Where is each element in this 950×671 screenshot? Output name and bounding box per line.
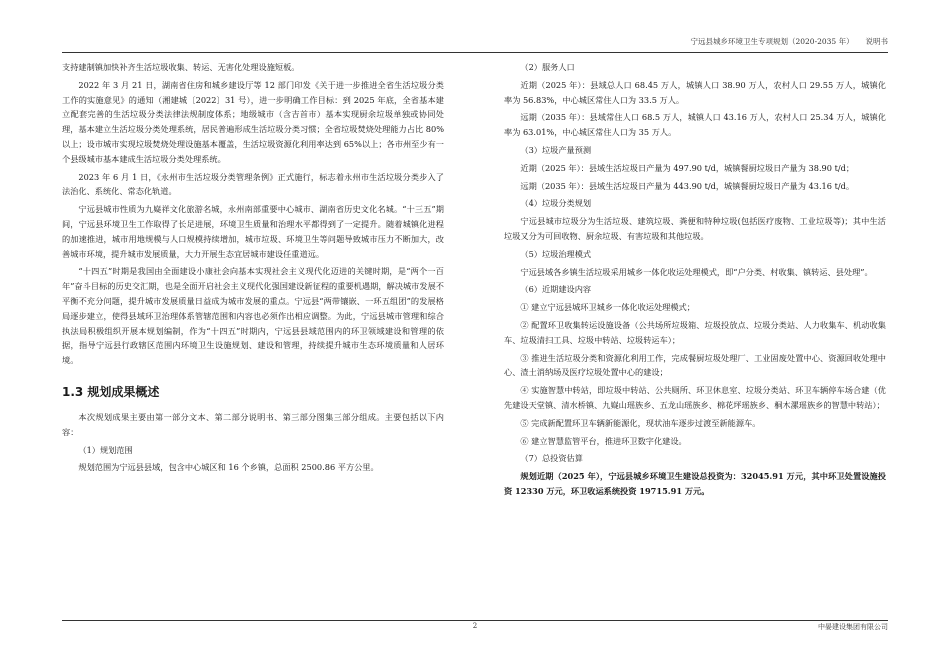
paragraph: 宁远县城市垃圾分为生活垃圾、建筑垃圾、粪便和特种垃圾(包括医疗废物、工业垃圾等)；其中生活垃圾又分为可回收物、厨余垃圾、有害垃圾和其他垃圾。 [504,216,886,241]
subheading: （1）规划范围 [78,444,133,455]
page-number: 2 [472,622,478,630]
list-item: ③ 推进生活垃圾分类和资源化利用工作，完成餐厨垃圾处理厂、工业固废处置中心、资源回收处理中心、渣土消纳场及医疗垃圾处置中心的建设； [504,352,886,378]
paragraph: 远期（2035 年）：县域生活垃圾日产量为 443.90 t/d，城镇餐厨垃圾日产量为 43.16 t/d。 [520,180,855,191]
list-item: ④ 实施智慧中转站，即垃圾中转站、公共厕所、环卫休息室、垃圾分类站、环卫车辆停车场合建（优先建设天堂镇、清水桥镇、九嶷山瑶族乡、五龙山瑶族乡、棉花坪瑶族乡、桐木漯瑶族乡的智慧中转站）； [504,385,886,410]
paragraph: 远期（2035 年）：县域常住人口 68.5 万人，城镇人口 43.16 万人，农村人口 25.34 万人，城镇化率为 63.01%，中心城区常住人口为 35 万人。 [504,112,886,138]
right-column [504,60,886,502]
header-title: 宁远县城乡环境卫生专项规划（2020-2035 年） [690,37,854,46]
paragraph: “十四五”时期是我国由全面建设小康社会向基本实现社会主义现代化迈进的关键时期，是“两个一百年”奋斗目标的历史交汇期，也是全面开启社会主义现代化强国建设新征程的重要机遇期，解决城市发展不平衡不充分问题，提升城市发展质量日益成为城市发展的重点。宁远县“两带镶嵌、一环五组团”的发展格局逐步建立，使得县域环卫治理体系管辖范围和内容也必须作出相应调整。为此，宁远县城市管理和综合执法局积极组织开展本规划编制，作为“十四五”时期内，宁远县县域范围内的环卫领域建设和管理的依据，指导宁远县行政辖区范围内环境卫生设施规划、建设和管理，持续提升城市生态环境质量和人居环境。 [62,266,444,366]
section-heading: 1.3 规划成果概述 [62,384,160,399]
header-doc-type: 说明书 [865,37,888,46]
list-item: ② 配置环卫收集转运设施设备（公共场所垃圾箱、垃圾投放点、垃圾分类站、人力收集车、机动收集车、垃圾清扫工具、垃圾中转站、垃圾转运车）； [504,319,886,345]
list-item: ① 建立宁远县城环卫城乡一体化收运处理模式； [520,302,695,313]
paragraph: 支持建制镇加快补齐生活垃圾收集、转运、无害化处理设施短板。 [62,62,300,72]
paragraph: 宁远县城市性质为九嶷祥文化旅游名城，永州南部重要中心城市、湖南省历史文化名城。“十三五”期间，宁远县环境卫生工作取得了长足进展，环境卫生质量和治理水平都得到了一定提升。随着城镇化进程的加速推进，城市用地规模与人口规模持续增加，城市垃圾、环境卫生等问题导致城市压力不断加大，改善城市环境，提升城市发展质量，大力开展生态宜居城市建设任重道远。 [62,204,444,259]
paragraph: 近期（2025 年）：县域生活垃圾日产量为 497.90 t/d，城镇餐厨垃圾日产量为 38.90 t/d； [520,162,855,173]
subheading: （6）近期建设内容 [520,284,592,295]
subheading: （7）总投资估算 [520,453,583,464]
subheading: （4）垃圾分类规划 [520,198,592,209]
list-item: ⑥ 建立智慧监管平台，推进环卫数字化建设。 [520,435,687,446]
investment-summary: 规划近期（2025 年），宁远县城乡环境卫生建设总投资为：32045.91 万元，其中环卫处置设施投资 12330 万元，环卫收运系统投资 19715.91 万元。 [504,471,886,496]
paragraph: 近期（2025 年）：县域总人口 68.45 万人，城镇人口 38.90 万人，农村人口 29.55 万人，城镇化率为 56.83%，中心城区常住人口为 33.5 万人。 [504,79,886,105]
footer-divider [62,620,888,621]
subheading: （2）服务人口 [520,62,575,72]
subheading: （5）垃圾治理模式 [520,248,592,259]
header-divider [62,52,888,53]
list-item: ⑤ 完成新配置环卫车辆新能源化，现状油车逐步过渡至新能源车。 [520,417,761,428]
left-column [62,60,444,478]
footer-company: 中晏建设集团有限公司 [818,623,888,631]
paragraph: 2023 年 6 月 1 日，《永州市生活垃圾分类管理条例》正式施行，标志着永州市生活垃圾分类步入了法治化、系统化、常态化轨道。 [62,171,444,197]
paragraph: 宁远县域各乡镇生活垃圾采用城乡一体化收运处理模式，即“户分类、村收集、镇转运、县处理”。 [520,266,873,277]
page-header [62,36,888,50]
paragraph: 2022 年 3 月 21 日，湖南省住房和城乡建设厅等 12 部门印发《关于进一步推进全省生活垃圾分类工作的实施意见》的通知（湘建城〔2022〕31 号），进一步明确工作目标：到 2025 年底，全省基本建立配套完善的生活垃圾分类法律法规制度体系；地级城市（含吉首市）基本实现厨余垃圾单独或协同处理，基本建立生活垃圾分类处理系统，居民普遍形成生活垃圾分类习惯；全省垃圾焚烧处理能力占比 80%以上；设市城市实现垃圾焚烧处理设施基本覆盖，生活垃圾资源化利用率达到 65%以上；各市州至少有一个县级城市基本建成生活垃圾分类处理系统。 [62,79,444,164]
paragraph: 本次规划成果主要由第一部分文本、第二部分说明书、第三部分图集三部分组成。主要包括以下内容： [62,411,444,437]
paragraph: 规划范围为宁远县县域，包含中心城区和 16 个乡镇，总面积 2500.86 平方公里。 [78,462,379,473]
subheading: （3）垃圾产量预测 [520,144,592,155]
